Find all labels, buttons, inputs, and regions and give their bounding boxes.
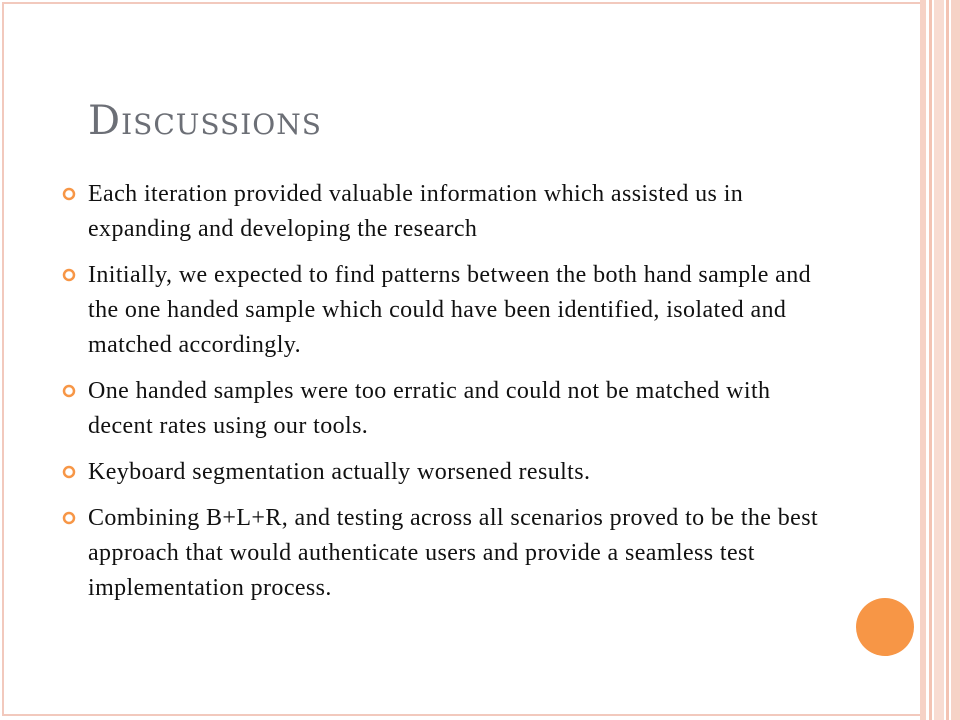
stripe [929,0,932,720]
bullet-item [60,501,830,606]
open-circle-bullet-icon [60,382,78,400]
orange-circle-icon [856,598,914,656]
bullet-text: Each iteration provided valuable information which assisted us in expanding and developing the research [88,181,744,242]
stripe [934,0,944,720]
bullet-text: Initially, we expected to find patterns between the both hand sample and the one handed sample which could have been identified, isolated and matched accordingly. [88,262,812,358]
open-circle-bullet-icon [60,509,78,527]
bullet-text: One handed samples were too erratic and could not be matched with decent rates using our tools. [88,378,771,439]
bullet-item [60,374,830,444]
stripe [946,0,949,720]
bullet-item [60,455,830,490]
open-circle-bullet-icon [60,185,78,203]
right-decorative-stripes [920,0,960,720]
open-circle-bullet-icon [60,266,78,284]
bullet-text: Keyboard segmentation actually worsened results. [88,459,591,485]
bullet-text: Combining B+L+R, and testing across all scenarios proved to be the best approach that would authenticate users and provide a seamless test implementation process. [88,505,819,601]
bullet-item [60,258,830,363]
stripe [951,0,960,720]
slide-title: Discussions [88,98,322,144]
bullet-list [60,177,830,617]
bullet-item [60,177,830,247]
stripe [920,0,926,720]
open-circle-bullet-icon [60,463,78,481]
